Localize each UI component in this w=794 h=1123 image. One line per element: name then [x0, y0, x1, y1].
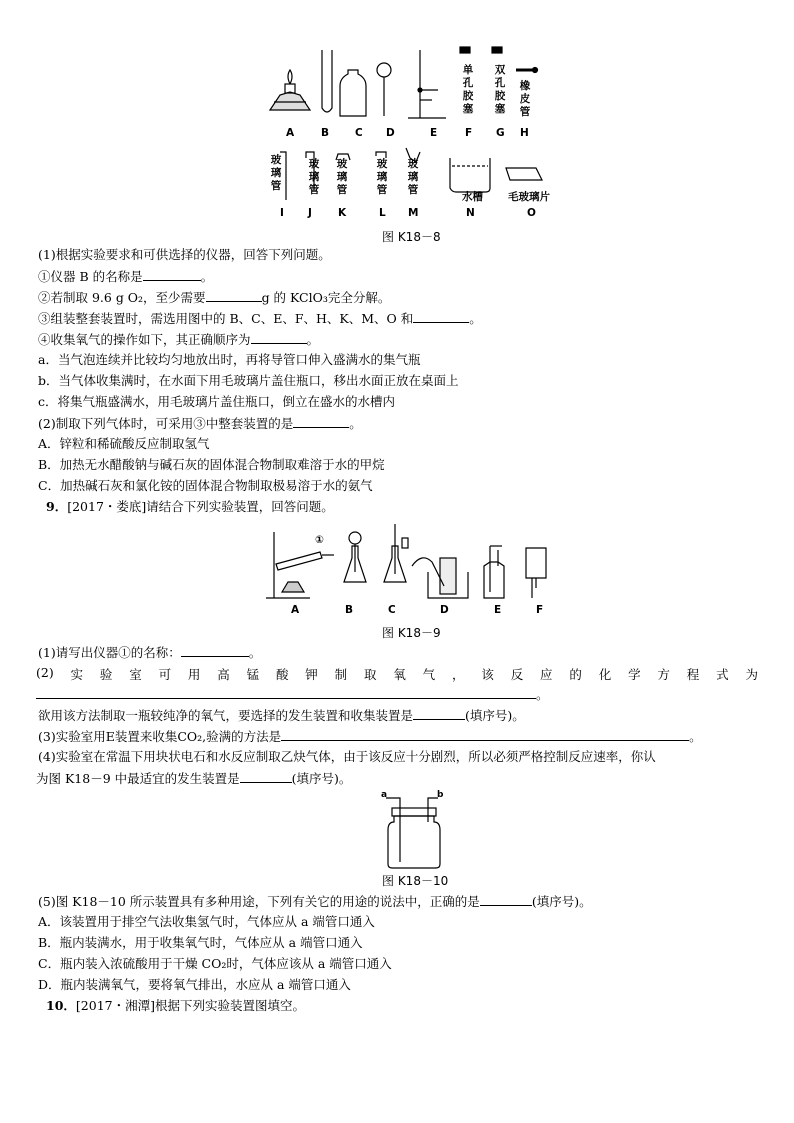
answer-blank[interactable]: [281, 728, 689, 741]
q8-part1-intro: (1)根据实验要求和可供选择的仪器，回答下列问题。: [38, 247, 331, 262]
fig8-letter-n: N: [466, 207, 475, 219]
fig9-letter-f: F: [536, 604, 544, 616]
q9-part2-line3: 欲用该方法制取一瓶较纯净的氧气，要选择的发生装置和收集装置是 (填序号)。: [38, 708, 525, 723]
q9-part4-line2: 为图 K18－9 中最适宜的发生装置是 (填序号)。: [36, 771, 352, 786]
q8-item1: ①仪器 B 的名称是 。: [38, 269, 214, 284]
fig8-letter-a: A: [286, 127, 295, 139]
q10-heading: 10．[2017・湘潭]根据下列实验装置图填空。: [46, 998, 305, 1013]
fig8-label-glass-tube-k: 玻璃管: [336, 158, 348, 196]
fig8-label-glass-tube-l: 玻璃管: [376, 158, 388, 196]
figure-k18-9-apparatus: [262, 522, 562, 604]
q9-option-b: B．瓶内装满水，用于收集氧气时，气体应从 a 端管口通入: [38, 935, 363, 950]
fig9-letter-b: B: [345, 604, 354, 616]
fig8-label-glass-sheet: 毛玻璃片: [508, 191, 550, 203]
fig8-letter-l: L: [379, 207, 386, 219]
fig8-label-glass-tube-m: 玻璃管: [407, 158, 419, 196]
fig10-label-a: a: [381, 790, 388, 800]
fig8-letter-d: D: [386, 127, 395, 139]
answer-blank[interactable]: [480, 893, 532, 906]
fig8-letter-j: J: [308, 207, 312, 219]
fig9-marker-1: ①: [315, 534, 324, 546]
q8-option-b: B．加热无水醋酸钠与碱石灰的固体混合物制取难溶于水的甲烷: [38, 457, 385, 472]
fig8-letter-m: M: [408, 207, 419, 219]
fig8-letter-g: G: [496, 127, 505, 139]
fig8-letter-k: K: [338, 207, 347, 219]
fig8-letter-o: O: [527, 207, 536, 219]
q8-option-a: A．锌粒和稀硫酸反应制取氢气: [38, 436, 210, 451]
fig8-letter-e: E: [430, 127, 438, 139]
figure-caption-k18-8: 图 K18－8: [382, 230, 441, 244]
fig9-letter-c: C: [388, 604, 396, 616]
q9-part5: (5)图 K18－10 所示装置具有多种用途，下列有关它的用途的说法中，正确的是 (填序号)。: [38, 894, 592, 909]
fig8-label-water-tank: 水槽: [462, 191, 483, 203]
figure-k18-10-gas-bottle: [380, 792, 450, 870]
q8-step-c: c．将集气瓶盛满水，用毛玻璃片盖住瓶口，倒立在盛水的水槽内: [38, 394, 396, 409]
fig8-label-rubber-tube: 橡皮管: [519, 80, 531, 118]
answer-blank[interactable]: [251, 331, 307, 344]
fig8-letter-f: F: [465, 127, 473, 139]
fig9-letter-e: E: [494, 604, 502, 616]
q9-option-d: D．瓶内装满氧气，要将氧气排出，水应从 a 端管口通入: [38, 977, 351, 992]
q9-option-c: C．瓶内装入浓硫酸用于干燥 CO₂时，气体应该从 a 端管口通入: [38, 956, 392, 971]
q9-part4-line1: (4)实验室在常温下用块状电石和水反应制取乙炔气体，由于该反应十分剧烈，所以必须严格控制反应速率，你认: [38, 749, 656, 764]
q9-part1: (1)请写出仪器①的名称： 。: [38, 645, 262, 660]
answer-blank[interactable]: [240, 770, 292, 783]
q9-heading: 9．[2017・娄底]请结合下列实验装置，回答问题。: [46, 499, 334, 514]
answer-blank[interactable]: [206, 289, 262, 302]
fig9-letter-d: D: [440, 604, 449, 616]
answer-blank[interactable]: [413, 310, 469, 323]
figure-caption-k18-10: 图 K18－10: [382, 874, 449, 888]
q8-item2: ②若制取 9.6 g O₂，至少需要 g 的 KClO₃完全分解。: [38, 290, 391, 305]
fig8-label-glass-tube-i: 玻璃管: [270, 154, 282, 192]
fig9-letter-a: A: [291, 604, 300, 616]
q9-part2-line1: (2) 实 验 室 可 用 高 锰 酸 钾 制 取 氧 气 ， 该 反 应 的 化 学 方 程 式 为: [36, 665, 758, 682]
q8-step-a: a．当气泡连续并比较均匀地放出时，再将导管口伸入盛满水的集气瓶: [38, 352, 421, 367]
fig8-label-double-stopper: 双孔胶塞: [494, 64, 506, 115]
q8-item3: ③组装整套装置时，需选用图中的 B、C、E、F、H、K、M、O 和 。: [38, 311, 482, 326]
fig8-letter-c: C: [355, 127, 363, 139]
fig8-label-glass-tube-j: 玻璃管: [308, 158, 320, 196]
q9-part3: (3)实验室用E装置来收集CO₂,验满的方法是 。: [38, 729, 702, 744]
answer-blank[interactable]: [181, 644, 249, 657]
fig8-letter-b: B: [321, 127, 330, 139]
q9-option-a: A．该装置用于排空气法收集氢气时，气体应从 a 端管口通入: [38, 914, 375, 929]
answer-blank[interactable]: [36, 686, 536, 699]
answer-blank[interactable]: [293, 415, 349, 428]
figure-caption-k18-9: 图 K18－9: [382, 626, 441, 640]
fig8-letter-h: H: [520, 127, 529, 139]
q8-option-c: C．加热碱石灰和氯化铵的固体混合物制取极易溶于水的氨气: [38, 478, 373, 493]
q8-step-b: b．当气体收集满时，在水面下用毛玻璃片盖住瓶口，移出水面正放在桌面上: [38, 373, 459, 388]
fig8-letter-i: I: [280, 207, 284, 219]
fig10-label-b: b: [437, 790, 444, 800]
q8-part2: (2)制取下列气体时，可采用③中整套装置的是 。: [38, 416, 362, 431]
q9-part2-line2: 。: [36, 686, 549, 703]
fig8-label-single-stopper: 单孔胶塞: [462, 64, 474, 115]
q8-item4: ④收集氧气的操作如下，其正确顺序为 。: [38, 332, 320, 347]
answer-blank[interactable]: [143, 268, 201, 281]
answer-blank[interactable]: [413, 707, 465, 720]
